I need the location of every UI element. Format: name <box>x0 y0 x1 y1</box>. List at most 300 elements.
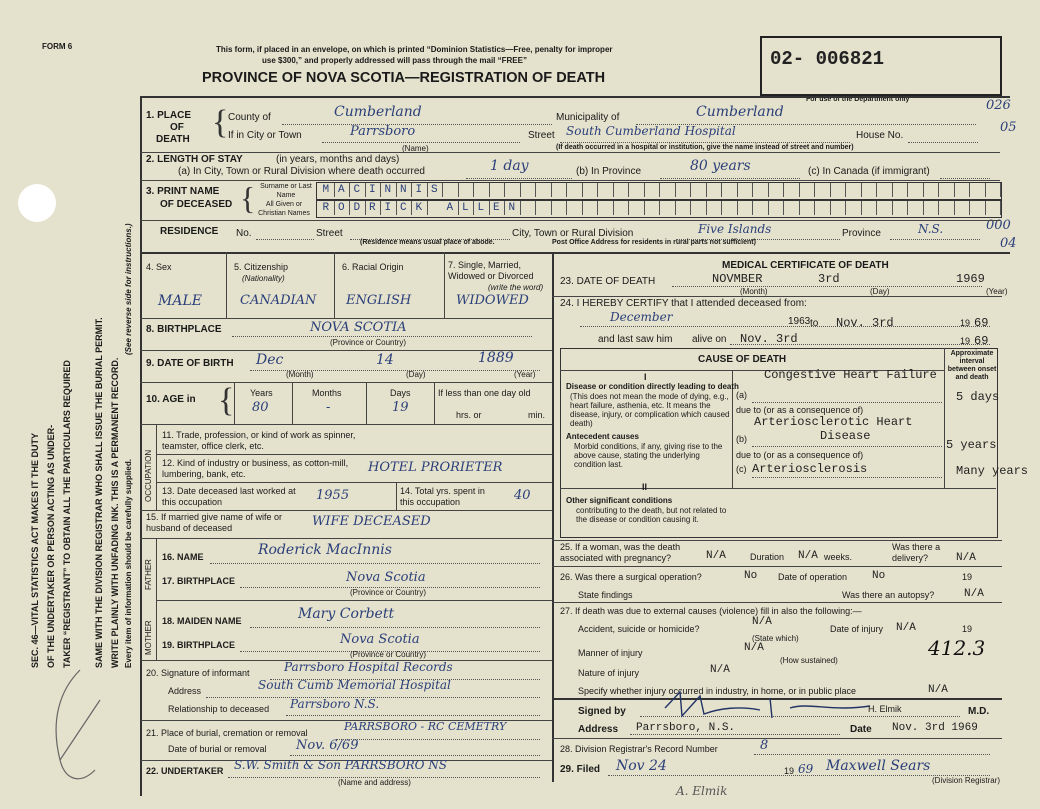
surname-empty-cell <box>923 183 940 197</box>
dob-month[interactable]: Dec <box>256 352 284 368</box>
age-col3 <box>366 382 367 424</box>
occupation-side <box>156 424 157 510</box>
city-name-note: (Name) <box>402 144 429 153</box>
antecedent-note: Morbid conditions, if any, giving rise to the above cause, stating the underlying condition last. <box>574 442 723 469</box>
cause-c-line <box>752 477 942 478</box>
rule-r1 <box>552 296 1002 297</box>
injury-date-value[interactable]: N/A <box>896 622 916 634</box>
medical-title: MEDICAL CERTIFICATE OF DEATH <box>722 260 889 271</box>
surname-empty-cell <box>783 183 800 197</box>
father-name-value[interactable]: Roderick MacInnis <box>258 542 392 558</box>
specify-label: Specify whether injury occurred in industry, in home, or in public place <box>578 686 856 696</box>
surname-empty-cell <box>675 183 692 197</box>
nationality-note: (Nationality) <box>242 274 285 283</box>
filed-year[interactable]: 69 <box>798 762 814 776</box>
attend-to[interactable]: Nov. 3rd <box>836 316 894 330</box>
signed-name[interactable]: H. Elmik <box>868 704 902 714</box>
age-months-value[interactable]: - <box>326 400 331 415</box>
surname-empty-cell <box>861 183 878 197</box>
surname-empty-cell <box>954 183 971 197</box>
city-label: If in City or Town <box>228 130 302 141</box>
age-years-value[interactable]: 80 <box>252 400 269 415</box>
stay-b-value[interactable]: 80 years <box>690 158 751 174</box>
stay-b-label: (b) In Province <box>576 166 642 177</box>
given-name-empty-cell <box>613 201 630 215</box>
burial-place-line <box>336 739 540 740</box>
cause-a[interactable]: Congestive Heart Failure <box>764 368 937 382</box>
informant-address[interactable]: South Cumb Memorial Hospital <box>258 678 451 692</box>
surname-empty-cell <box>551 183 568 197</box>
surname-letter: M <box>318 183 335 197</box>
given-name-empty-cell <box>551 201 568 215</box>
delivery-label: Was there a delivery? <box>892 542 941 563</box>
attend-from-year[interactable]: 1963 <box>788 316 811 327</box>
rule-13 <box>156 600 552 601</box>
burial-date-value[interactable]: Nov. 6/69 <box>296 738 359 753</box>
state-which-note: (State which) <box>752 634 799 643</box>
given-name-empty-cell <box>690 201 707 215</box>
birthplace-line <box>232 336 532 337</box>
surname-empty-cell <box>659 183 676 197</box>
dob-day[interactable]: 14 <box>376 352 394 368</box>
part2-label: II <box>642 482 648 492</box>
last-saw-year[interactable]: 69 <box>974 334 989 348</box>
informant-address-label: Address <box>168 686 202 696</box>
other-note: contributing to the death, but not related to the disease or condition causing it. <box>576 506 727 524</box>
death-day[interactable]: 3rd <box>818 272 840 286</box>
dob-month-note: (Month) <box>286 370 314 379</box>
birthplace-value[interactable]: NOVA SCOTIA <box>310 320 407 335</box>
q29-label: 29. Filed <box>560 764 601 775</box>
due-to-b: due to (or as a consequence of) <box>736 450 864 460</box>
stay-note: (in years, months and days) <box>276 154 400 165</box>
autopsy-label: Was there an autopsy? <box>842 590 935 600</box>
cause-b2[interactable]: Disease <box>820 429 871 443</box>
surname-empty-cell <box>737 183 754 197</box>
birthplace-label: 8. BIRTHPLACE <box>146 324 222 335</box>
surname-empty-cell <box>752 183 769 197</box>
duration-value[interactable]: N/A <box>798 550 818 562</box>
father-birthplace-value[interactable]: Nova Scotia <box>346 570 426 585</box>
given-name-empty-cell <box>845 201 862 215</box>
registration-number: 02- 006821 <box>770 48 885 70</box>
attend-to-year[interactable]: 69 <box>974 316 989 330</box>
given-name-empty-cell <box>876 201 893 215</box>
col-5-6 <box>334 252 335 318</box>
rule-1 <box>140 152 1000 153</box>
margin-sec-line5: WRITE PLAINLY WITH UNFADING INK. THIS IS A PERMANENT RECORD. <box>110 357 120 668</box>
margin-sec-line1: SEC. 46—VITAL STATISTICS ACT MAKES IT THE DUTY <box>30 432 40 668</box>
informant-signature[interactable]: Parrsboro Hospital Records <box>284 660 453 674</box>
mother-name-line <box>250 627 540 628</box>
given-name-letter: L <box>458 201 475 215</box>
last-saw-nineteen: 19 <box>960 336 971 346</box>
physician-address[interactable]: Parrsboro, N.S. <box>636 722 736 734</box>
registrar-signature[interactable]: Maxwell Sears <box>826 758 931 774</box>
residence-no-line <box>256 239 314 240</box>
immediate-label: Disease or condition directly leading to death <box>566 382 739 391</box>
age-col1 <box>234 382 235 424</box>
dept-code-4: 04 <box>1000 236 1017 251</box>
filed-value[interactable]: Nov 24 <box>616 758 667 774</box>
residence-note1: (Residence means usual place of abode. <box>360 239 495 246</box>
surname-empty-cell <box>768 183 785 197</box>
q23-label: 23. DATE OF DEATH <box>560 276 656 287</box>
given-name-empty-cell <box>907 201 924 215</box>
residence-no-label: No. <box>236 228 252 239</box>
rule-4 <box>140 252 1010 254</box>
surname-empty-cell <box>985 183 1002 197</box>
surname-empty-cell <box>706 183 723 197</box>
given-name-empty-cell <box>861 201 878 215</box>
given-name-empty-cell <box>582 201 599 215</box>
record-line <box>754 754 990 755</box>
given-name-empty-cell <box>675 201 692 215</box>
margin-supply-note: Every item of information should be carefully supplied. <box>124 459 133 668</box>
given-name-empty-cell <box>706 201 723 215</box>
mother-birthplace-value[interactable]: Nova Scotia <box>340 632 420 647</box>
q26-label: 26. Was there a surgical operation? <box>560 572 702 582</box>
surname-empty-cell <box>535 183 552 197</box>
surname-empty-cell <box>721 183 738 197</box>
given-name-empty-cell <box>892 201 909 215</box>
surname-empty-cell <box>582 183 599 197</box>
residence-city-label: City, Town or Rural Division <box>512 228 634 239</box>
relationship-label: Relationship to deceased <box>168 704 270 714</box>
place-label-3: DEATH <box>156 134 190 145</box>
manner-label: Manner of injury <box>578 648 643 658</box>
death-month-note: (Month) <box>740 287 768 296</box>
filed-nineteen: 19 <box>784 766 795 776</box>
margin-sec-line3: TAKER “REGISTRANT” TO OBTAIN ALL THE PARTICULARS REQUIRED <box>62 360 72 668</box>
margin-sec-line2: OF THE UNDERTAKER OR PERSON ACTING AS UNDER- <box>46 424 56 668</box>
approx-label: Approximate interval between onset and death <box>947 350 997 381</box>
given-name-empty-cell <box>535 201 552 215</box>
address-label-r: Address <box>578 724 619 735</box>
dob-year[interactable]: 1889 <box>478 350 514 366</box>
operation-value[interactable]: No <box>744 570 758 582</box>
marital-label: 7. Single, Married, Widowed or Divorced <box>448 260 534 281</box>
surname-letter: C <box>349 183 366 197</box>
undertaker-value[interactable]: S.W. Smith & Son PARRSBORO NS <box>234 758 447 772</box>
municipality-value[interactable]: Cumberland <box>696 104 784 120</box>
age-months-label: Months <box>312 388 342 398</box>
given-name-empty-cell <box>768 201 785 215</box>
given-name-empty-cell <box>659 201 676 215</box>
rule-5 <box>140 318 552 319</box>
md-label: M.D. <box>968 706 990 717</box>
surname-empty-cell <box>628 183 645 197</box>
death-year[interactable]: 1969 <box>956 272 985 286</box>
given-name-empty-cell <box>566 201 583 215</box>
injury-date-label: Date of injury <box>830 624 884 634</box>
surname-empty-cell <box>644 183 661 197</box>
due-to-a: due to (or as a consequence of) <box>736 405 864 415</box>
age-under-day-label: If less than one day old <box>438 388 531 398</box>
industry-value[interactable]: HOTEL PRORIETER <box>368 460 503 475</box>
given-name-letter: I <box>380 201 397 215</box>
last-saw-value[interactable]: Nov. 3rd <box>740 332 798 346</box>
given-name-letter: A <box>442 201 459 215</box>
relationship-line <box>286 715 540 716</box>
residence-province-value[interactable]: N.S. <box>918 222 944 236</box>
county-value[interactable]: Cumberland <box>334 104 422 120</box>
accident-value[interactable]: N/A <box>752 616 772 628</box>
rule-r2 <box>552 540 1002 541</box>
total-years-value[interactable]: 40 <box>514 488 531 503</box>
antecedent-label: Antecedent causes <box>566 432 639 441</box>
surname-empty-cell <box>830 183 847 197</box>
occupation-side-label: OCCUPATION <box>144 449 153 502</box>
bottom-signature: A. Elmik <box>676 784 728 798</box>
q16-label: 16. NAME <box>162 552 204 562</box>
father-name-line <box>210 563 540 564</box>
surname-empty-cell <box>845 183 862 197</box>
sign-date[interactable]: Nov. 3rd 1969 <box>892 722 978 734</box>
margin-see-reverse: (See reverse side for instructions.) <box>124 223 133 355</box>
undertaker-note: (Name and address) <box>338 778 411 787</box>
surname-empty-cell <box>504 183 521 197</box>
interval-c[interactable]: Many years <box>956 464 1029 478</box>
surname-empty-cell <box>566 183 583 197</box>
residence-province-line <box>890 239 980 240</box>
rule-12 <box>140 538 552 539</box>
residence-note2: Post Office Address for residents in rural parts not sufficient) <box>552 239 756 246</box>
city-value[interactable]: Parrsboro <box>350 124 416 139</box>
given-name-empty-cell <box>923 201 940 215</box>
age-col2 <box>292 382 293 424</box>
mother-side-label: MOTHER <box>144 620 153 655</box>
autopsy-value[interactable]: N/A <box>964 588 984 600</box>
death-date-line <box>672 286 982 287</box>
racial-value[interactable]: ENGLISH <box>346 293 412 308</box>
cause-b-line <box>752 446 942 447</box>
cause-b-letter: (b) <box>736 434 747 444</box>
dob-label: 9. DATE OF BIRTH <box>146 358 234 369</box>
surname-empty-cell <box>690 183 707 197</box>
q25-label: 25. If a woman, was the death associated with pregnancy? <box>560 542 681 563</box>
rule-r6 <box>552 738 1002 739</box>
rule-2 <box>140 180 1000 181</box>
name-label-1: 3. PRINT NAME <box>146 186 220 197</box>
age-years-label: Years <box>250 388 273 398</box>
citizenship-value[interactable]: CANADIAN <box>240 293 317 308</box>
street-value[interactable]: South Cumberland Hospital <box>566 124 736 138</box>
op-date-value[interactable]: No <box>872 570 886 582</box>
weeks-label: weeks. <box>824 552 853 562</box>
nature-label: Nature of injury <box>578 668 640 678</box>
stay-a-line <box>466 178 572 179</box>
burial-date-label: Date of burial or removal <box>168 744 267 754</box>
surname-letter: A <box>334 183 351 197</box>
given-name-empty-cell <box>721 201 738 215</box>
given-name-empty-cell <box>628 201 645 215</box>
city-line <box>322 142 520 143</box>
cause-b1[interactable]: Arteriosclerotic Heart <box>754 415 913 429</box>
hrs-label: hrs. or <box>456 410 482 420</box>
physician-signature-scrawl <box>660 688 880 722</box>
surname-letter: I <box>365 183 382 197</box>
margin-pencil-mark <box>40 660 110 790</box>
relationship-value[interactable]: Parrsboro N.S. <box>290 697 380 711</box>
mail-notice-line2: use $300,” and properly addressed will pass through the mail “FREE” <box>262 56 527 65</box>
attend-line <box>580 326 990 327</box>
street-label: Street <box>528 130 555 141</box>
col-6-7 <box>444 252 445 318</box>
given-name-letter: L <box>473 201 490 215</box>
interval-a[interactable]: 5 days <box>956 390 1000 404</box>
q28-label: 28. Division Registrar's Record Number <box>560 744 718 754</box>
center-divider <box>552 252 554 782</box>
surname-label: Surname or Last Name <box>260 183 312 199</box>
rule-8 <box>140 424 552 425</box>
cause-a-letter: (a) <box>736 390 747 400</box>
given-name-letter: C <box>396 201 413 215</box>
q19-label: 19. BIRTHPLACE <box>162 640 236 650</box>
name-label-2: OF DECEASED <box>160 199 233 210</box>
rule-10 <box>156 482 552 483</box>
citizenship-label: 5. Citizenship <box>234 262 289 272</box>
given-name-empty-cell <box>799 201 816 215</box>
birthplace-note: (Province or Country) <box>330 338 407 347</box>
mail-notice-line1: This form, if placed in an envelope, on which is printed “Dominion Statistics—Free, penalty for improper <box>216 45 613 54</box>
surname-letter: I <box>411 183 428 197</box>
q15-label: 15. If married give name of wife or husband of deceased <box>146 512 283 533</box>
given-name-empty-cell <box>644 201 661 215</box>
form-title: PROVINCE OF NOVA SCOTIA—REGISTRATION OF DEATH <box>202 70 606 86</box>
rule-left <box>140 96 142 796</box>
delivery-value[interactable]: N/A <box>956 552 976 564</box>
given-name-empty-cell <box>954 201 971 215</box>
record-number[interactable]: 8 <box>760 738 769 753</box>
burial-date-line <box>290 755 540 756</box>
q24-label: 24. I HEREBY CERTIFY that I attended deceased from: <box>560 298 807 309</box>
age-days-value[interactable]: 19 <box>392 400 409 415</box>
sex-value[interactable]: MALE <box>158 293 202 309</box>
brace-place: { <box>212 104 229 141</box>
specify-value[interactable]: N/A <box>928 684 948 696</box>
q11-label: 11. Trade, profession, or kind of work as spinner, teamster, office clerk, etc. <box>162 430 356 451</box>
given-name-letter: K <box>411 201 428 215</box>
burial-place-value[interactable]: PARRSBORO - RC CEMETRY <box>344 720 507 733</box>
surname-empty-cell <box>799 183 816 197</box>
father-prov-note: (Province or Country) <box>350 588 427 597</box>
col-13-14 <box>396 482 397 510</box>
given-name-empty-cell <box>783 201 800 215</box>
immediate-note: (This does not mean the mode of dying, e.g., heart failure, asthenia, etc. It means the disease, injury, or complication which caused death) <box>570 392 730 428</box>
rule-r4 <box>552 602 1002 603</box>
rule-top <box>140 96 1010 98</box>
dob-year-note: (Year) <box>514 370 536 379</box>
op-date-label: Date of operation <box>778 572 848 582</box>
municipality-label: Municipality of <box>556 112 620 123</box>
interval-b[interactable]: 5 years <box>946 438 997 452</box>
stay-a-value[interactable]: 1 day <box>490 158 529 174</box>
form-number: FORM 6 <box>42 42 73 51</box>
cause-title: CAUSE OF DEATH <box>698 354 787 365</box>
surname-empty-cell <box>969 183 986 197</box>
registrar-note: (Division Registrar) <box>932 776 1001 785</box>
surname-empty-cell <box>892 183 909 197</box>
house-label: House No. <box>856 130 904 141</box>
death-month[interactable]: NOVMBER <box>712 272 763 286</box>
surname-letter: N <box>380 183 397 197</box>
last-saw-label: and last saw him <box>598 334 673 345</box>
mother-name-value[interactable]: Mary Corbett <box>298 606 395 622</box>
col-4-5 <box>226 252 227 318</box>
stay-label: 2. LENGTH OF STAY <box>146 154 243 165</box>
given-name-letter: E <box>489 201 506 215</box>
cause-part2-rule <box>560 488 996 489</box>
q22-label: 22. UNDERTAKER <box>146 766 224 776</box>
surname-empty-cell <box>458 183 475 197</box>
margin-sec-line4: SAME WITH THE DIVISION REGISTRAR WHO SHALL ISSUE THE BURIAL PERMIT. <box>94 317 104 668</box>
q21-label: 21. Place of burial, cremation or removal <box>146 728 308 738</box>
street-line <box>560 142 850 143</box>
last-worked-value[interactable]: 1955 <box>316 488 350 503</box>
given-name-empty-cell <box>985 201 1002 215</box>
given-name-letter: N <box>504 201 521 215</box>
cause-c[interactable]: Arteriosclerosis <box>752 462 868 476</box>
rule-r3 <box>552 566 1002 567</box>
given-name-empty-cell <box>597 201 614 215</box>
rule-11 <box>140 510 552 511</box>
brace-age: { <box>218 382 235 419</box>
age-label: 10. AGE in <box>146 394 196 405</box>
q18-label: 18. MAIDEN NAME <box>162 616 242 626</box>
father-side-label: FATHER <box>144 559 153 590</box>
attend-nineteen: 19 <box>960 318 971 328</box>
house-line <box>908 142 978 143</box>
racial-label: 6. Racial Origin <box>342 262 404 272</box>
residence-label: RESIDENCE <box>160 226 219 237</box>
stay-c-label: (c) In Canada (if immigrant) <box>808 166 930 177</box>
given-label: All Given or Christian Names <box>258 201 310 217</box>
signed-label: Signed by <box>578 706 626 717</box>
min-label: min. <box>528 410 546 420</box>
marital-value[interactable]: WIDOWED <box>456 293 529 308</box>
given-name-empty-cell <box>830 201 847 215</box>
accident-label: Accident, suicide or homicide? <box>578 624 700 634</box>
cause-code: 412.3 <box>928 636 986 660</box>
surname-empty-cell <box>520 183 537 197</box>
given-name-empty-cell <box>520 201 537 215</box>
given-name-letter: R <box>318 201 335 215</box>
attend-from[interactable]: December <box>610 310 673 324</box>
dob-day-note: (Day) <box>406 370 426 379</box>
q14-label: 14. Total yrs. spent in this occupation <box>400 486 485 507</box>
given-name-letter: R <box>365 201 382 215</box>
place-label-1: 1. PLACE <box>146 110 192 121</box>
spouse-value[interactable]: WIFE DECEASED <box>312 514 431 529</box>
surname-empty-cell <box>489 183 506 197</box>
q12-label: 12. Kind of industry or business, as cotton-mill, lumbering, bank, etc. <box>162 458 349 479</box>
pregnancy-value[interactable]: N/A <box>706 550 726 562</box>
surname-empty-cell <box>814 183 831 197</box>
residence-city-value[interactable]: Five Islands <box>698 222 772 236</box>
injury-nineteen: 19 <box>962 624 973 634</box>
nature-value[interactable]: N/A <box>710 664 730 676</box>
surname-empty-cell <box>876 183 893 197</box>
rule-9 <box>156 454 552 455</box>
age-days-label: Days <box>390 388 411 398</box>
manner-value[interactable]: N/A <box>744 642 764 654</box>
how-note: (How sustained) <box>780 656 838 665</box>
dept-code-2: 05 <box>1000 120 1017 135</box>
county-label: County of <box>228 112 271 123</box>
part1-label: I <box>644 372 647 382</box>
age-col4 <box>434 382 435 424</box>
